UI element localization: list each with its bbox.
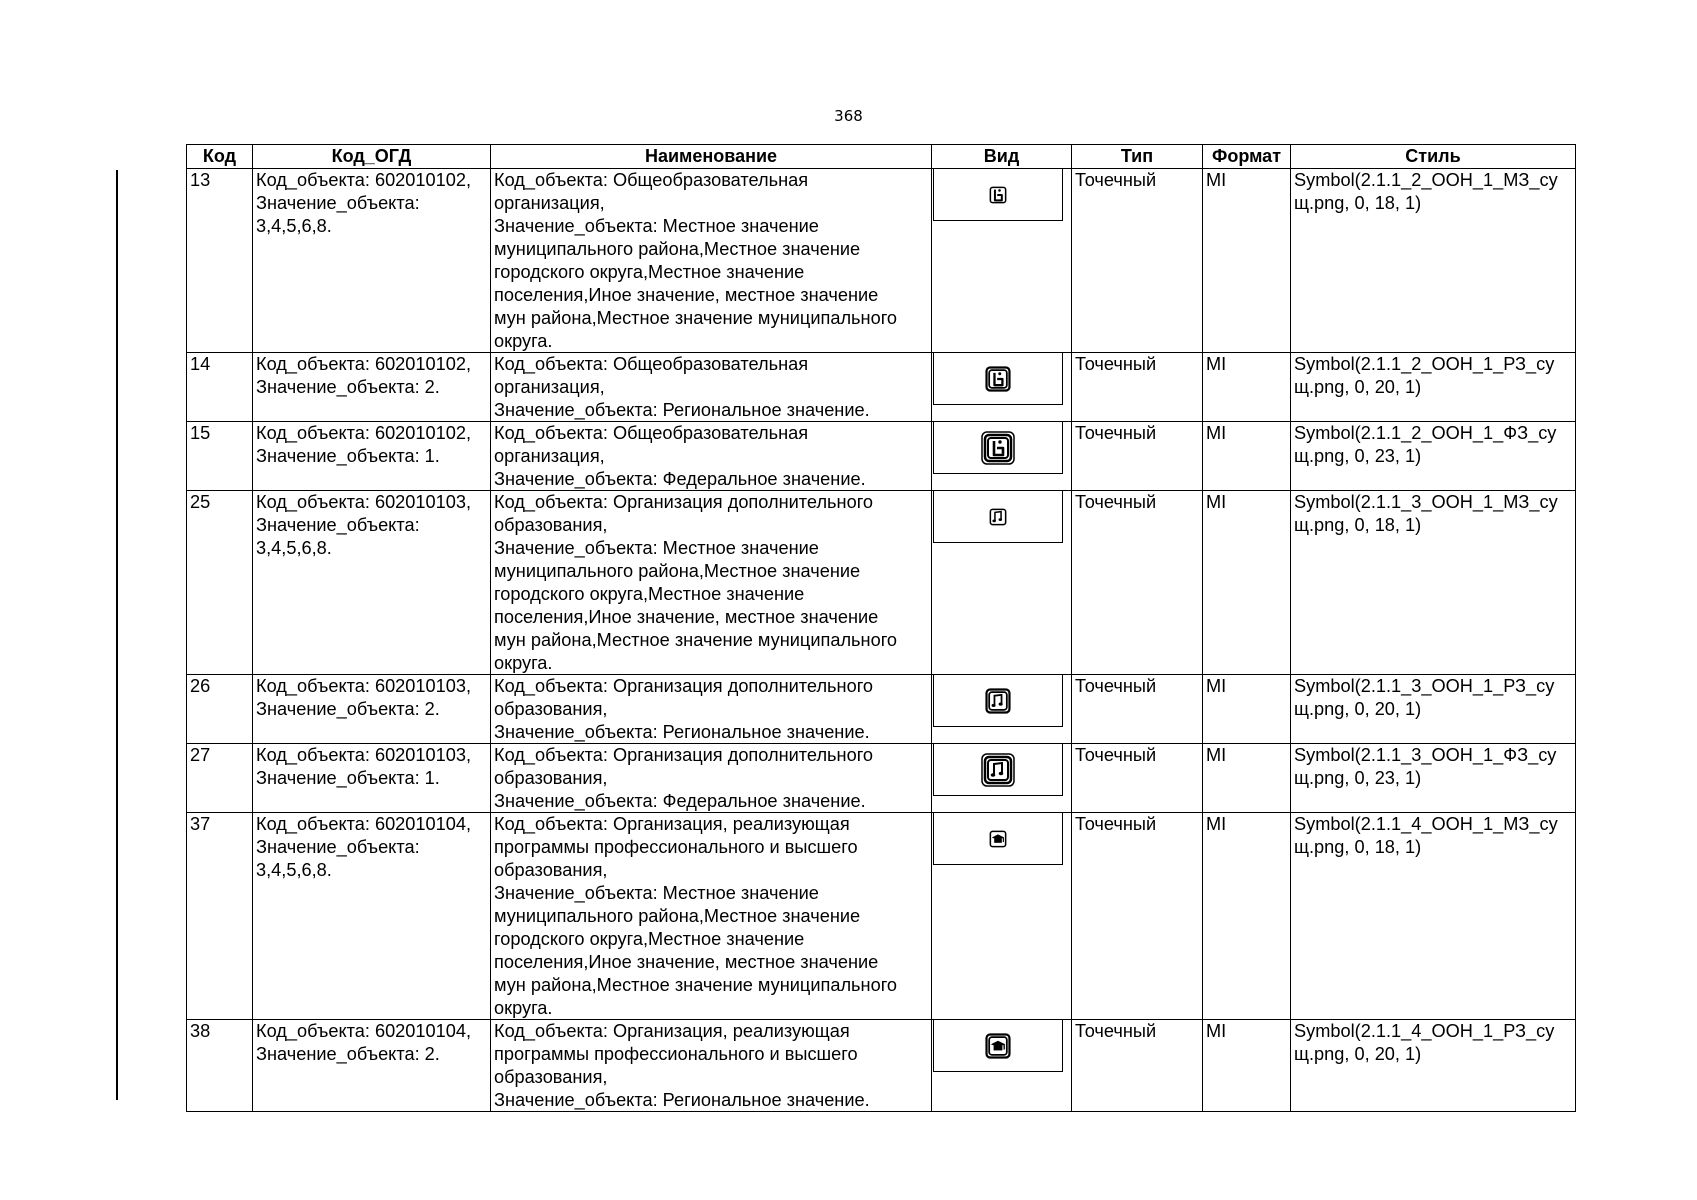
format-cell: MI xyxy=(1203,353,1291,422)
text-line: Symbol(2.1.1_4_ООН_1_МЗ_су xyxy=(1294,814,1558,834)
table-row xyxy=(187,744,1576,813)
text-line: Код_объекта: 602010103, xyxy=(256,676,472,696)
text-line: Symbol(2.1.1_2_ООН_1_ФЗ_су xyxy=(1294,423,1557,443)
text-line: Symbol(2.1.1_2_ООН_1_МЗ_су xyxy=(1294,170,1558,190)
text-line: округа. xyxy=(494,331,553,351)
type-cell: Точечный xyxy=(1072,1020,1203,1112)
text-line: организация, xyxy=(494,193,605,213)
text-line: Значение_объекта: Местное значение xyxy=(494,883,819,903)
text-line: щ.png, 0, 18, 1) xyxy=(1294,193,1422,213)
type-cell: Точечный xyxy=(1072,422,1203,491)
type-cell: Точечный xyxy=(1072,675,1203,744)
text-line: программы профессионального и высшего xyxy=(494,837,858,857)
format-cell: MI xyxy=(1203,744,1291,813)
text-line: образования, xyxy=(494,1067,608,1087)
symbol-preview xyxy=(933,353,1063,405)
graduation-cap-icon xyxy=(983,1031,1013,1061)
code-cell: 27 xyxy=(187,744,253,813)
text-line: образования, xyxy=(494,515,608,535)
text-line: 3,4,5,6,8. xyxy=(256,538,332,558)
view-cell xyxy=(932,1020,1072,1112)
code-cell: 26 xyxy=(187,675,253,744)
column-header-name: Наименование xyxy=(491,145,932,169)
symbol-registry-table xyxy=(186,144,1576,1112)
view-cell xyxy=(932,813,1072,1020)
text-line: Значение_объекта: Федеральное значение. xyxy=(494,469,866,489)
name-text xyxy=(494,1020,928,1110)
type-cell: Точечный xyxy=(1072,744,1203,813)
text-line: муниципального района,Местное значение xyxy=(494,239,861,259)
name-text xyxy=(494,675,928,742)
text-line: образования, xyxy=(494,860,608,880)
text-line: 3,4,5,6,8. xyxy=(256,860,332,880)
name-cell xyxy=(491,744,932,813)
symbol-preview xyxy=(933,1020,1063,1072)
style-cell xyxy=(1291,1020,1576,1112)
text-line: Symbol(2.1.1_4_ООН_1_РЗ_су xyxy=(1294,1021,1555,1041)
style-cell xyxy=(1291,353,1576,422)
style-cell xyxy=(1291,422,1576,491)
name-text xyxy=(494,813,928,1018)
text-line: щ.png, 0, 20, 1) xyxy=(1294,699,1422,719)
header-row xyxy=(187,145,1576,169)
type-cell: Точечный xyxy=(1072,491,1203,675)
text-line: Значение_объекта: Региональное значение. xyxy=(494,722,870,742)
format-cell: MI xyxy=(1203,675,1291,744)
name-cell xyxy=(491,675,932,744)
code-cell: 13 xyxy=(187,169,253,353)
text-line: Код_объекта: 602010104, xyxy=(256,814,472,834)
text-line: щ.png, 0, 23, 1) xyxy=(1294,446,1422,466)
text-line: щ.png, 0, 20, 1) xyxy=(1294,377,1422,397)
text-line: образования, xyxy=(494,768,608,788)
text-line: Значение_объекта: xyxy=(256,837,420,857)
text-line: Значение_объекта: Федеральное значение. xyxy=(494,791,866,811)
view-cell xyxy=(932,744,1072,813)
column-header-view: Вид xyxy=(932,145,1072,169)
ogd-code-cell xyxy=(253,744,491,813)
text-line: Значение_объекта: 2. xyxy=(256,1044,440,1064)
name-cell xyxy=(491,491,932,675)
text-line: Symbol(2.1.1_2_ООН_1_РЗ_су xyxy=(1294,354,1555,374)
column-header-code: Код xyxy=(187,145,253,169)
view-cell xyxy=(932,169,1072,353)
name-text xyxy=(494,422,928,489)
text-line: Значение_объекта: 2. xyxy=(256,377,440,397)
ogd-code-cell xyxy=(253,169,491,353)
name-text xyxy=(494,353,928,420)
code-cell: 14 xyxy=(187,353,253,422)
text-line: поселения,Иное значение, местное значение xyxy=(494,607,879,627)
text-line: Код_объекта: 602010102, xyxy=(256,354,472,374)
ogd-code-cell xyxy=(253,675,491,744)
style-cell xyxy=(1291,744,1576,813)
text-line: Значение_объекта: xyxy=(256,515,420,535)
text-line: округа. xyxy=(494,998,553,1018)
text-line: городского округа,Местное значение xyxy=(494,584,805,604)
table-row xyxy=(187,353,1576,422)
text-line: программы профессионального и высшего xyxy=(494,1044,858,1064)
code-cell: 38 xyxy=(187,1020,253,1112)
view-cell xyxy=(932,491,1072,675)
text-line: Symbol(2.1.1_3_ООН_1_МЗ_су xyxy=(1294,492,1558,512)
text-line: Код_объекта: 602010104, xyxy=(256,1021,472,1041)
text-line: щ.png, 0, 23, 1) xyxy=(1294,768,1422,788)
text-line: Код_объекта: 602010103, xyxy=(256,745,472,765)
column-header-type: Тип xyxy=(1072,145,1203,169)
text-line: организация, xyxy=(494,446,605,466)
table-row xyxy=(187,169,1576,353)
name-cell xyxy=(491,353,932,422)
graduation-cap-icon xyxy=(985,826,1011,852)
ogd-code-cell xyxy=(253,353,491,422)
text-line: Значение_объекта: 2. xyxy=(256,699,440,719)
school-icon xyxy=(981,431,1015,465)
symbol-preview xyxy=(933,744,1063,796)
text-line: Код_объекта: Организация дополнительного xyxy=(494,745,874,765)
text-line: муниципального района,Местное значение xyxy=(494,906,861,926)
view-cell xyxy=(932,353,1072,422)
symbol-preview xyxy=(933,813,1063,865)
symbol-preview xyxy=(933,422,1063,474)
type-cell: Точечный xyxy=(1072,169,1203,353)
code-cell: 15 xyxy=(187,422,253,491)
school-icon xyxy=(983,364,1013,394)
text-line: мун района,Местное значение муниципального xyxy=(494,975,898,995)
format-cell: MI xyxy=(1203,169,1291,353)
type-cell: Точечный xyxy=(1072,813,1203,1020)
format-cell: MI xyxy=(1203,491,1291,675)
text-line: Код_объекта: Общеобразовательная xyxy=(494,423,809,443)
text-line: Значение_объекта: xyxy=(256,193,420,213)
text-line: щ.png, 0, 18, 1) xyxy=(1294,515,1422,535)
text-line: Код_объекта: 602010102, xyxy=(256,170,472,190)
text-line: Значение_объекта: Региональное значение. xyxy=(494,1090,870,1110)
text-line: округа. xyxy=(494,653,553,673)
table-row xyxy=(187,491,1576,675)
text-line: Код_объекта: Организация, реализующая xyxy=(494,814,850,834)
school-icon xyxy=(985,182,1011,208)
name-text xyxy=(494,169,928,351)
table-row xyxy=(187,813,1576,1020)
music-note-icon xyxy=(983,686,1013,716)
text-line: Значение_объекта: 1. xyxy=(256,768,440,788)
text-line: щ.png, 0, 18, 1) xyxy=(1294,837,1422,857)
style-cell xyxy=(1291,813,1576,1020)
text-line: мун района,Местное значение муниципального xyxy=(494,308,898,328)
text-line: организация, xyxy=(494,377,605,397)
symbol-preview xyxy=(933,491,1063,543)
text-line: поселения,Иное значение, местное значение xyxy=(494,285,879,305)
name-cell xyxy=(491,813,932,1020)
type-cell: Точечный xyxy=(1072,353,1203,422)
text-line: 3,4,5,6,8. xyxy=(256,216,332,236)
code-cell: 25 xyxy=(187,491,253,675)
ogd-code-cell xyxy=(253,422,491,491)
text-line: Symbol(2.1.1_3_ООН_1_ФЗ_су xyxy=(1294,745,1557,765)
ogd-code-cell xyxy=(253,491,491,675)
name-cell xyxy=(491,422,932,491)
text-line: Код_объекта: Организация дополнительного xyxy=(494,492,874,512)
text-line: образования, xyxy=(494,699,608,719)
text-line: Значение_объекта: 1. xyxy=(256,446,440,466)
text-line: Код_объекта: Организация дополнительного xyxy=(494,676,874,696)
text-line: муниципального района,Местное значение xyxy=(494,561,861,581)
text-line: Код_объекта: Организация, реализующая xyxy=(494,1021,850,1041)
style-cell xyxy=(1291,169,1576,353)
column-header-ogd-code: Код_ОГД xyxy=(253,145,491,169)
style-cell xyxy=(1291,675,1576,744)
symbol-preview xyxy=(933,169,1063,221)
format-cell: MI xyxy=(1203,422,1291,491)
text-line: поселения,Иное значение, местное значение xyxy=(494,952,879,972)
view-cell xyxy=(932,422,1072,491)
text-line: Значение_объекта: Местное значение xyxy=(494,216,819,236)
symbol-preview xyxy=(933,675,1063,727)
music-note-icon xyxy=(981,753,1015,787)
name-text xyxy=(494,491,928,673)
table-row xyxy=(187,422,1576,491)
text-line: городского округа,Местное значение xyxy=(494,262,805,282)
format-cell: MI xyxy=(1203,1020,1291,1112)
text-line: Код_объекта: Общеобразовательная xyxy=(494,170,809,190)
margin-line xyxy=(116,170,118,1100)
text-line: Код_объекта: 602010102, xyxy=(256,423,472,443)
text-line: Код_объекта: 602010103, xyxy=(256,492,472,512)
format-cell: MI xyxy=(1203,813,1291,1020)
text-line: мун района,Местное значение муниципального xyxy=(494,630,898,650)
text-line: щ.png, 0, 20, 1) xyxy=(1294,1044,1422,1064)
code-cell: 37 xyxy=(187,813,253,1020)
name-cell xyxy=(491,1020,932,1112)
text-line: Код_объекта: Общеобразовательная xyxy=(494,354,809,374)
text-line: Значение_объекта: Местное значение xyxy=(494,538,819,558)
table-row xyxy=(187,1020,1576,1112)
name-cell xyxy=(491,169,932,353)
table-row xyxy=(187,675,1576,744)
style-cell xyxy=(1291,491,1576,675)
text-line: Symbol(2.1.1_3_ООН_1_РЗ_су xyxy=(1294,676,1555,696)
column-header-style: Стиль xyxy=(1291,145,1576,169)
ogd-code-cell xyxy=(253,813,491,1020)
view-cell xyxy=(932,675,1072,744)
column-header-format: Формат xyxy=(1203,145,1291,169)
ogd-code-cell xyxy=(253,1020,491,1112)
text-line: Значение_объекта: Региональное значение. xyxy=(494,400,870,420)
music-note-icon xyxy=(985,504,1011,530)
name-text xyxy=(494,744,928,811)
page-number: 368 xyxy=(834,107,863,125)
text-line: городского округа,Местное значение xyxy=(494,929,805,949)
